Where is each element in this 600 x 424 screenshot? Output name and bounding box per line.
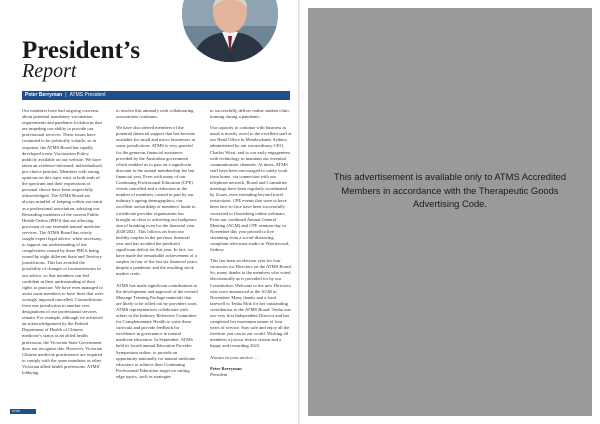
byline-separator: | xyxy=(65,92,67,98)
right-page xyxy=(300,0,600,424)
article-column-2 xyxy=(116,108,198,385)
paragraph: to resolve this anomaly with collaborating associations continues. xyxy=(116,108,194,120)
paragraph: Our members have had ongoing concerns about potential mandatory vaccination requirements and pandemic lockdowns that are impeding our ability to provide our professional services. These issues have continued to be politically volatile, so in response, the ATMS Board has rapidly developed a new Vaccination Policy, publicly available on our website. We have taken an evidence-informed, individualised, pro-choice position. Members with strong opinions on this topic exist at both ends of the spectrum and their expressions of personal choice have been respectfully acknowledged. The ATMS Board are always mindful of keeping within our remit as a professional association, advising our Rewarding members of the current Public Health Orders (PHO) that are affecting provision of our essential natural medicine services. The ATMS Board has wisely sought expert legal advice, when necessary, to support our understanding of the complexities caused by these PHOs being issued by eight different State and Territory jurisdictions. This has avoided the possibility of changes or inconsistencies in our advice, so that members can feel confident in their understanding of their rights to practise. We have even managed to assist some members to have fines that were wrongly imposed cancelled. Contradictions from one jurisdiction to another over designations of our professional services remain. For example, although we achieved an acknowledgement by the Federal Department of Health of Chinese medicine’s status as an allied health profession, the Victorian State Government does not recognise this. However, Victorian Chinese medicine practitioners are required to comply with the same mandates as other Victorian allied health professions. ATMS' lobbying xyxy=(22,108,104,376)
article-column-3 xyxy=(210,108,292,378)
article-body xyxy=(22,108,292,408)
portrait-image xyxy=(182,0,278,62)
president-photo xyxy=(182,0,278,62)
byline-bar xyxy=(22,91,290,100)
advertisement-notice: This advertisement is available only to ATMS Accredited Members in accordance with the Therapeutic Goods Advertising Code. xyxy=(333,171,567,209)
paragraph: Always in your service … xyxy=(210,354,259,360)
folio-label: ATMS xyxy=(12,409,21,413)
page-subtitle: Report xyxy=(22,60,77,82)
page-title: President’s xyxy=(22,37,141,64)
paragraph: This has been an election year for four vacancies for Directors on the ATMS Board. So, many thanks to the members who voted electronically as is provided for by our Constitution. Welcome to the new Directors who were announced at the AGM in November. Many thanks and a fond farewell to Tenha Mok for her outstanding contribution to the ATMS Board. Tenha was our very first Independent Director and has completed her maximum tenure of four years of service. Stay safe and enjoy all the freedom you can in our world. Wishing all members a joyous festive season and a happy and rewarding 2022. xyxy=(210,258,292,349)
advertisement-placeholder xyxy=(308,8,592,416)
author-name: Peter Berryman xyxy=(25,92,63,98)
signature-title: President xyxy=(210,371,228,377)
article-column-1 xyxy=(22,108,104,381)
paragraph: to successfully deliver online student clinic training during a pandemic. xyxy=(210,108,290,120)
signature-name: Peter Berryman xyxy=(210,365,242,371)
page-folio xyxy=(10,409,36,414)
author-role: ATMS President xyxy=(69,92,106,98)
paragraph: ATMS has made significant contributions to the development and approval of the revised Massage Training Package materials that are likely to be rolled out by providers soon. ATMS representatives collaborate with others in the Industry Reference Committee for Complementary Health to write these curricula and provide feedback for excellence in governance in natural medicine education. In September, ATMS held its fourth annual Education Provider Symposium online, to provide an opportunity nationally for natural medicine educators to achieve their Continuing Professional Education target on cutting edge topics, such as strategies xyxy=(116,282,198,379)
paragraph: Our capacity to continue with business as usual is mostly owed to the excellent staff at our Head Office in Meadowbank, Sydney, administered by our extraordinary CEO, Charles Wiart, and to our early engagement with technology to maintain our essential communication channels. At times, ATMS staff have been encouraged to safely work from home, via connection with our telephone network. Board and Committee meetings have been regularly coordinated by Zoom, even extending beyond travel restrictions. CPE events that were to have been face-to-face have been successfully converted to flourishing online webinars. Even our combined Annual General Meeting (AGM) and CPE seminar day in November this year pivoted to live streaming from a social-distancing compliant television studio in Warriewood, Sydney. xyxy=(210,125,292,253)
paragraph: We have also alerted members of the potential financial support that has become available for small and micro businesses in some jurisdictions. ATMS is very grateful for the generous financial assistance provided by the Australian government which enabled us to pass on a significant discount to the annual membership fee last financial year. Even with many of our Continuing Professional Education (CPE) events cancelled and a reduction in the number of members, caused in part by our industry's ageing demographics, our excellent stewardship of members' funds in a medicine provider organisation has brought us close to achieving our budgetary aim of breaking even for the financial year 2020/2021. This follows on from our healthy surplus in the previous financial year and has avoided the predicted significant deficit for this year. In fact, we have made the remarkable achievement of a surplus in four of the last six financial years, despite a pandemic and the resulting stock market crash. xyxy=(116,125,198,277)
